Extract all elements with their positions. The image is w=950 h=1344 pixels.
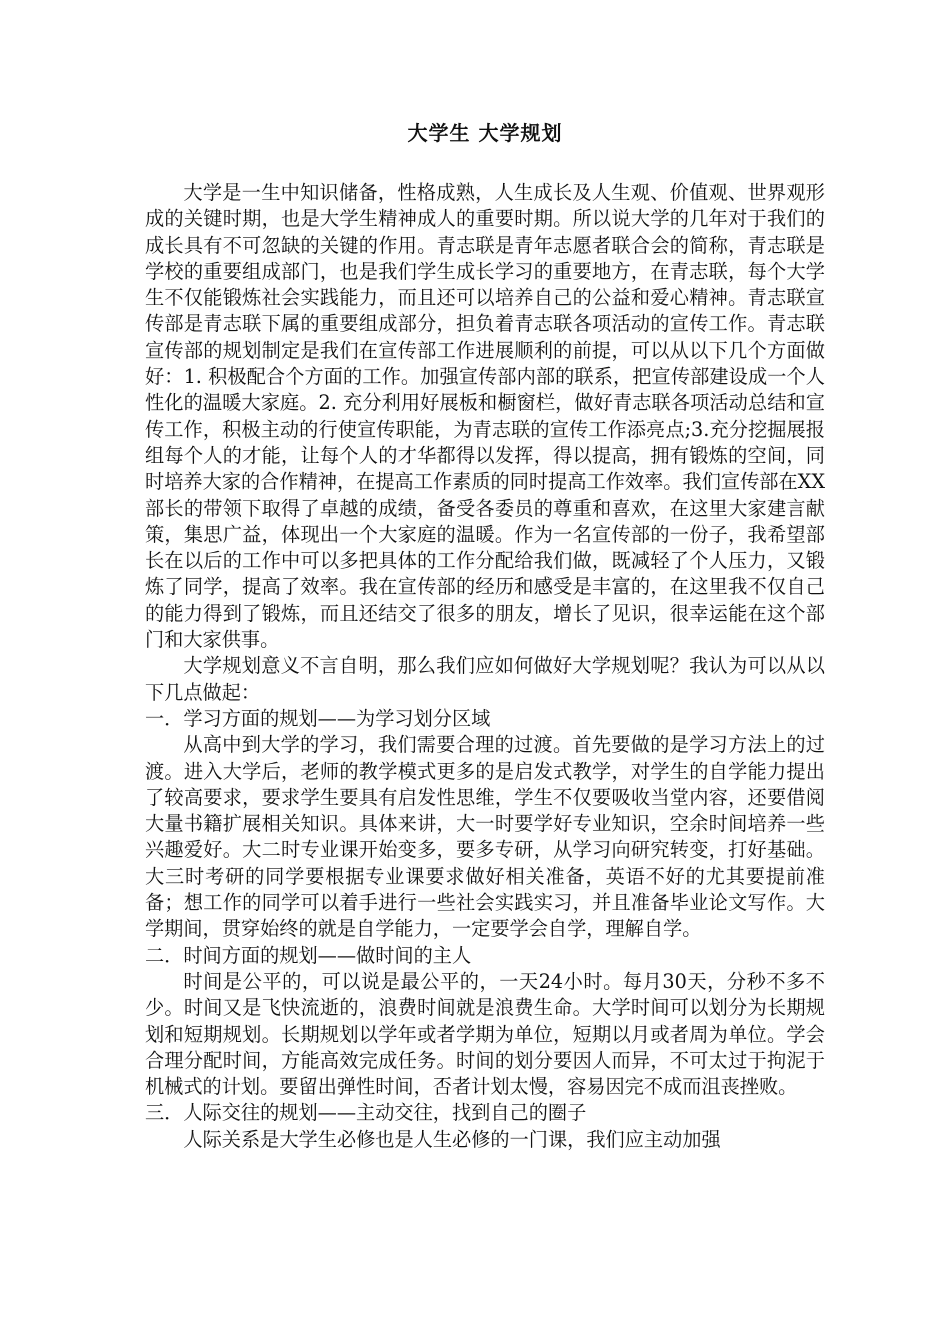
section-heading-time: 二．时间方面的规划——做时间的主人 (145, 943, 472, 967)
document-title: 大学生 大学规划 (407, 121, 563, 145)
section-heading-social: 三．人际交往的规划——主动交往，找到自己的圈子 (145, 1101, 587, 1125)
transition-paragraph: 大学规划意义不言自明，那么我们应如何做好大学规划呢？我认为可以从以下几点做起： (145, 654, 825, 704)
intro-paragraph: 大学是一生中知识储备，性格成熟，人生成长及人生观、价值观、世界观形成的关键时期，也是大学生精神成人的重要时期。所以说大学的几年对于我们的成长具有不可忽缺的关键的作用。青志联是青年志愿者联合会的简称，青志联是学校的重要组成部门，也是我们学生成长学习的重要地方，在青志联，每个大学生不仅能锻炼社会实践能力，而且还可以培养自己的公益和爱心精神。青志联宣传部是青志联下属的重要组成部分，担负着青志联各项活动的宣传工作。青志联宣传部的规划制定是我们在宣传部工作进展顺利的前提，可以从以下几个方面做好：1. 积极配合个方面的工作。加强宣传部内部的联系，把宣传部建设成一个人性化的温暖大家庭。2. 充分利用好展板和橱窗栏，做好青志联各项活动总结和宣传工作，积极主动的行使宣传职能，为青志联的宣传工作添亮点;3.充分挖掘展报组每个人的才能，让每个人的才华都得以发挥，得以提高，拥有锻炼的空间，同时培养大家的合作精神，在提高工作素质的同时提高工作效率。我们宣传部在XX部长的带领下取得了卓越的成绩，备受各委员的尊重和喜欢，在这里大家建言献策，集思广益，体现出一个大家庭的温暖。作为一名宣传部的一份子，我希望部长在以后的工作中可以多把具体的工作分配给我们做，既减轻了个人压力，又锻炼了同学，提高了效率。我在宣传部的经历和感受是丰富的，在这里我不仅自己的能力得到了锻炼，而且还结交了很多的朋友，增长了见识，很幸运能在这个部门和大家供事。 (145, 181, 825, 652)
section-body-time: 时间是公平的，可以说是最公平的，一天24小时。每月30天，分秒不多不少。时间又是飞快流逝的，浪费时间就是浪费生命。大学时间可以划分为长期规划和短期规划。长期规划以学年或者学期为单位，短期以月或者周为单位。学会合理分配时间，方能高效完成任务。时间的划分要因人而异，不可太过于拘泥于机械式的计划。要留出弹性时间，否者计划太慢，容易因完不成而沮丧挫败。 (145, 969, 825, 1099)
section-body-study: 从高中到大学的学习，我们需要合理的过渡。首先要做的是学习方法上的过渡。进入大学后，老师的教学模式更多的是启发式教学，对学生的自学能力提出了较高要求，要求学生要具有启发性思维，学生不仅要吸收当堂内容，还要借阅大量书籍扩展相关知识。具体来讲，大一时要学好专业知识，空余时间培养一些兴趣爱好。大二时专业课开始变多，要多专研，从学习向研究转变，打好基础。大三时考研的同学要根据专业课要求做好相关准备，英语不好的尤其要提前准备；想工作的同学可以着手进行一些社会实践实习，并且准备毕业论文写作。大学期间，贯穿始终的就是自学能力，一定要学会自学，理解自学。 (145, 733, 825, 941)
section-body-social: 人际关系是大学生必修也是人生必修的一门课，我们应主动加强 (183, 1127, 721, 1151)
section-heading-study: 一．学习方面的规划——为学习划分区域 (145, 706, 491, 730)
document-page (145, 118, 825, 1153)
